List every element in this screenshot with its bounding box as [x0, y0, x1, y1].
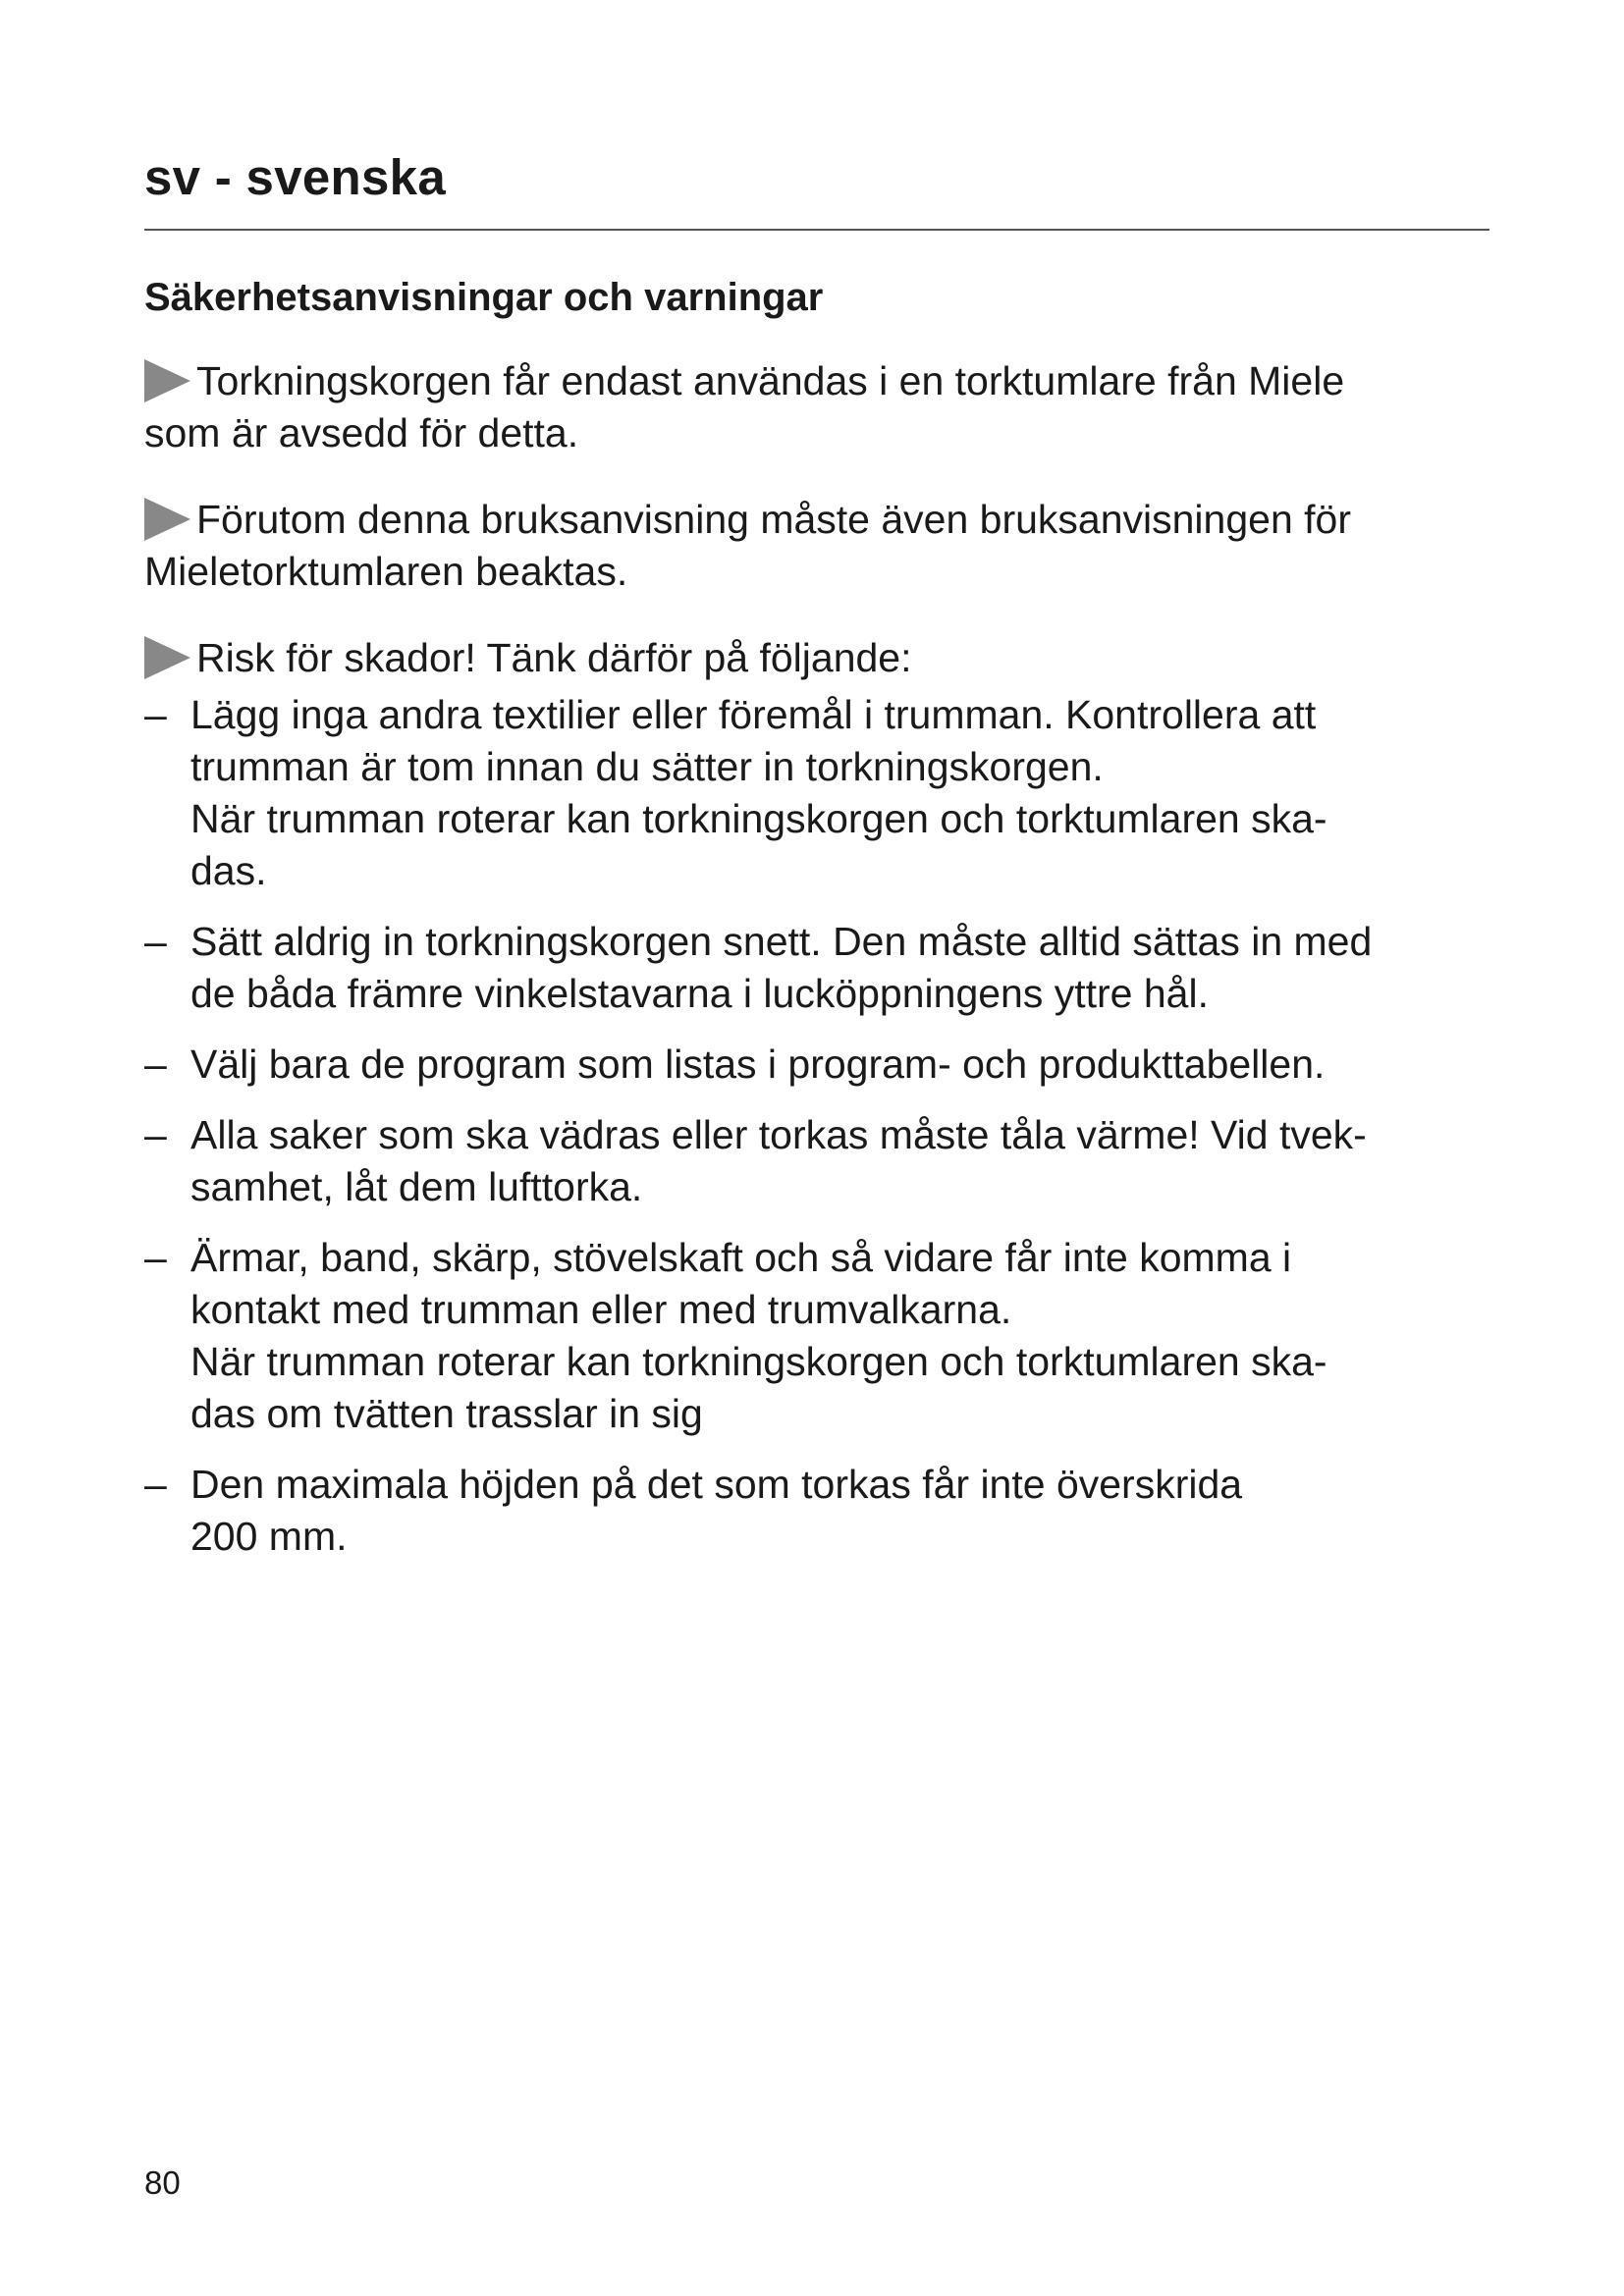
dash-bullet: –: [144, 1235, 167, 1280]
warning-text-line: som är avsedd för detta.: [144, 410, 579, 455]
list-item-line: Alla saker som ska vädras eller torkas måste tåla värme! Vid tvek-: [190, 1112, 1367, 1157]
precaution-list: [144, 689, 1499, 1563]
dash-bullet: –: [144, 1041, 167, 1087]
warning-paragraph: [144, 494, 1499, 598]
warning-paragraph: [144, 355, 1499, 459]
warning-text-line: Mieletorktumlaren beaktas.: [144, 549, 628, 594]
section-heading: Säkerhetsanvisningar och varningar: [144, 276, 824, 319]
list-item-line: das.: [190, 848, 267, 893]
list-item-line: samhet, låt dem lufttorka.: [190, 1164, 643, 1209]
list-item-line: Ärmar, band, skärp, stövelskaft och så vidare får inte komma i: [190, 1235, 1292, 1280]
list-item-line: kontakt med trumman eller med trumvalkarna.: [190, 1287, 1012, 1332]
page-number: 80: [144, 2164, 181, 2201]
list-item: [144, 1109, 1499, 1213]
list-item-line: Lägg inga andra textilier eller föremål i trumman. Kontrollera att: [190, 692, 1317, 737]
dash-bullet: –: [144, 1112, 167, 1157]
list-item: [144, 689, 1499, 897]
warning-triangle-icon: [144, 636, 190, 679]
list-item-line: Välj bara de program som listas i program- och produkttabellen.: [190, 1041, 1326, 1087]
list-item-line: När trumman roterar kan torkningskorgen och torktumlaren ska-: [190, 796, 1327, 841]
safety-body: [144, 355, 1499, 1581]
list-item: [144, 916, 1499, 1020]
language-header: sv - svenska: [144, 149, 446, 205]
list-item-line: Den maximala höjden på det som torkas får inte överskrida: [190, 1462, 1243, 1507]
dash-bullet: –: [144, 919, 167, 964]
list-item-line: das om tvätten trasslar in sig: [190, 1391, 703, 1436]
warning-text-line: Torkningskorgen får endast användas i en torktumlare från Miele: [196, 358, 1345, 403]
list-item: [144, 1232, 1499, 1440]
warning-paragraph: [144, 632, 1499, 684]
list-item-line: de båda främre vinkelstavarna i lucköppningens yttre hål.: [190, 971, 1209, 1016]
dash-bullet: –: [144, 692, 167, 737]
list-item-line: 200 mm.: [190, 1514, 348, 1559]
list-item: [144, 1039, 1499, 1091]
warning-text-line: Risk för skador! Tänk därför på följande:: [196, 635, 912, 680]
list-item-line: trumman är tom innan du sätter in torkningskorgen.: [190, 744, 1104, 789]
warning-triangle-icon: [144, 359, 190, 402]
manual-page: [144, 0, 1489, 2296]
warning-text-line: Förutom denna bruksanvisning måste även bruksanvisningen för: [196, 497, 1351, 542]
list-item-line: Sätt aldrig in torkningskorgen snett. Den måste alltid sättas in med: [190, 919, 1373, 964]
list-item: [144, 1459, 1499, 1563]
list-item-line: När trumman roterar kan torkningskorgen och torktumlaren ska-: [190, 1339, 1327, 1384]
warning-triangle-icon: [144, 498, 190, 541]
dash-bullet: –: [144, 1462, 167, 1507]
header-divider: [144, 229, 1489, 231]
